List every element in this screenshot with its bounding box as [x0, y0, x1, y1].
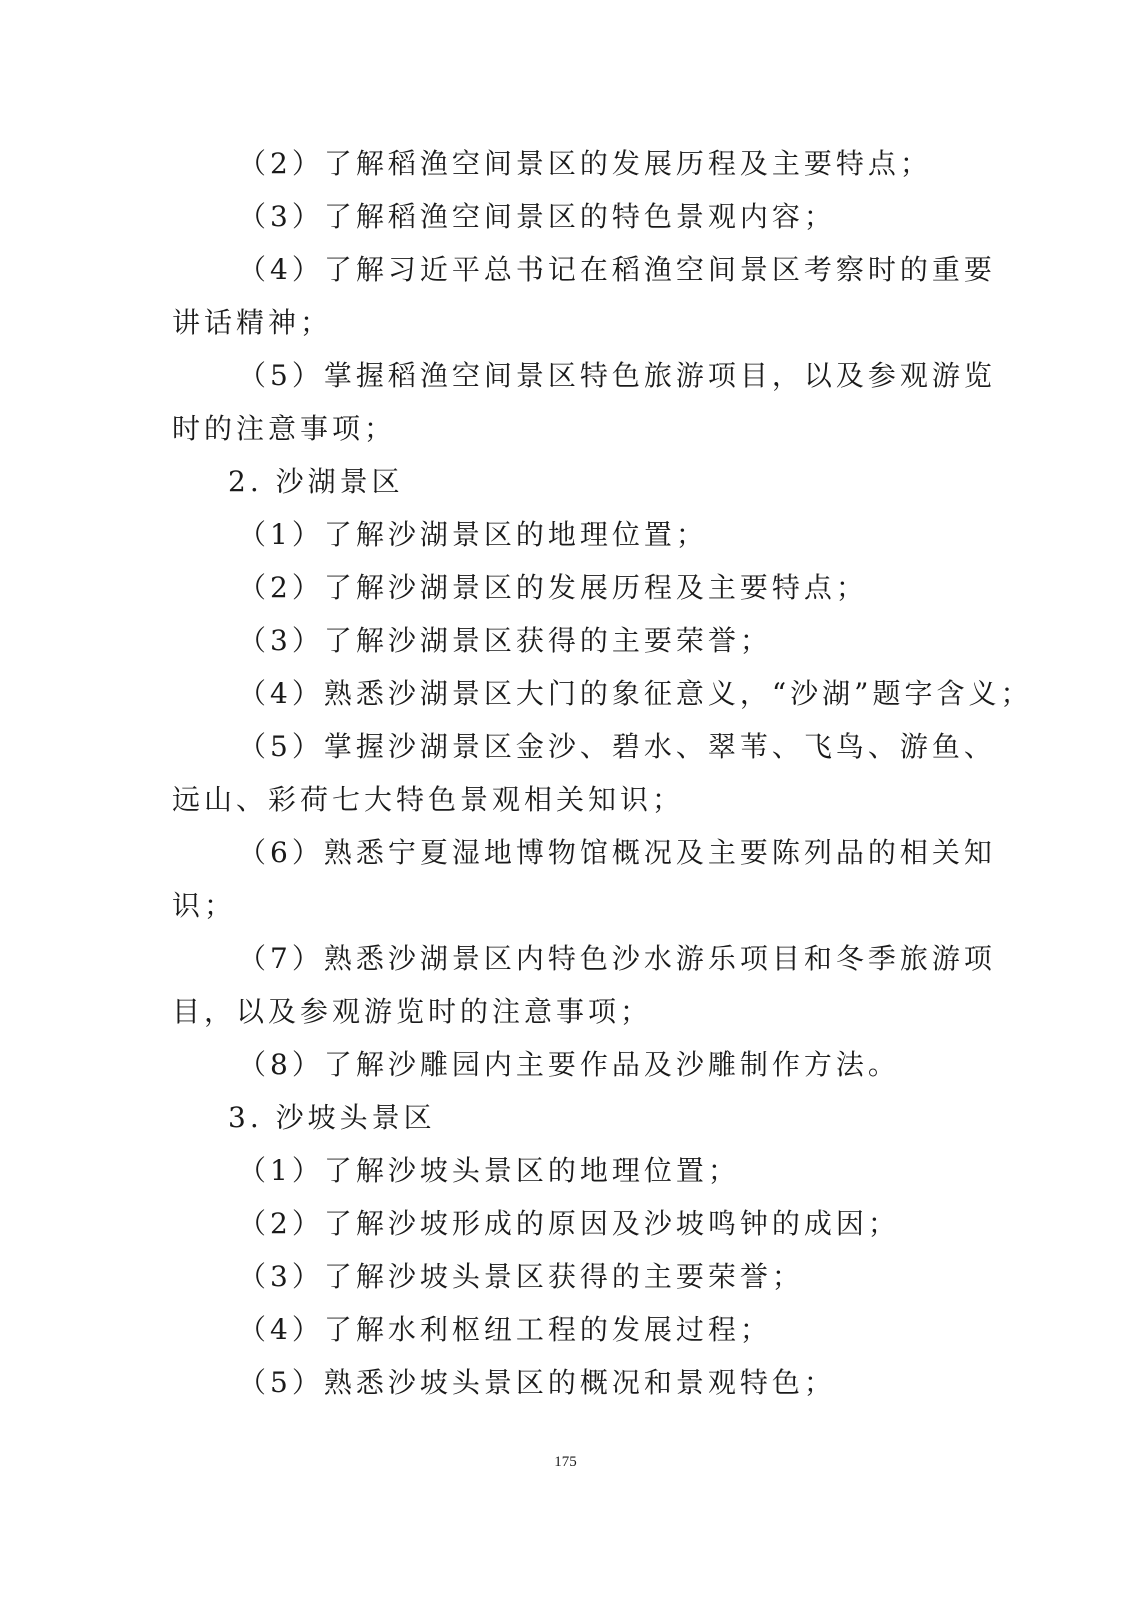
list-item: （2）了解稻渔空间景区的发展历程及主要特点；	[238, 147, 932, 180]
list-item: （2）了解沙湖景区的发展历程及主要特点；	[238, 571, 868, 604]
list-item: （4）熟悉沙湖景区大门的象征意义，“沙湖”题字含义；	[238, 677, 1033, 710]
list-item: （3）了解沙湖景区获得的主要荣誉；	[238, 624, 772, 657]
list-item: （4）了解习近平总书记在稻渔空间景区考察时的重要	[238, 253, 996, 286]
list-item: （1）了解沙坡头景区的地理位置；	[238, 1154, 740, 1187]
list-item: （8）了解沙雕园内主要作品及沙雕制作方法。	[238, 1048, 900, 1081]
list-item: （7）熟悉沙湖景区内特色沙水游乐项目和冬季旅游项	[238, 942, 996, 975]
list-item-continuation: 目，以及参观游览时的注意事项；	[172, 995, 653, 1028]
list-item: （5）掌握稻渔空间景区特色旅游项目，以及参观游览	[238, 359, 996, 392]
list-item-continuation: 讲话精神；	[172, 306, 333, 339]
list-item-continuation: 时的注意事项；	[172, 412, 397, 445]
page-number: 175	[554, 1454, 577, 1470]
list-item: （1）了解沙湖景区的地理位置；	[238, 518, 708, 551]
list-item: （5）熟悉沙坡头景区的概况和景观特色；	[238, 1366, 836, 1399]
section-heading: 2. 沙湖景区	[228, 465, 404, 498]
list-item: （4）了解水利枢纽工程的发展过程；	[238, 1313, 772, 1346]
list-item: （3）了解稻渔空间景区的特色景观内容；	[238, 200, 836, 233]
list-item-continuation: 识；	[172, 889, 237, 922]
page-body	[172, 137, 1033, 1409]
list-item-continuation: 远山、彩荷七大特色景观相关知识；	[172, 783, 685, 816]
section-heading: 3. 沙坡头景区	[228, 1101, 436, 1134]
list-item: （5）掌握沙湖景区金沙、碧水、翠苇、飞鸟、游鱼、	[238, 730, 996, 763]
list-item: （2）了解沙坡形成的原因及沙坡鸣钟的成因；	[238, 1207, 900, 1240]
list-item: （3）了解沙坡头景区获得的主要荣誉；	[238, 1260, 804, 1293]
list-item: （6）熟悉宁夏湿地博物馆概况及主要陈列品的相关知	[238, 836, 996, 869]
